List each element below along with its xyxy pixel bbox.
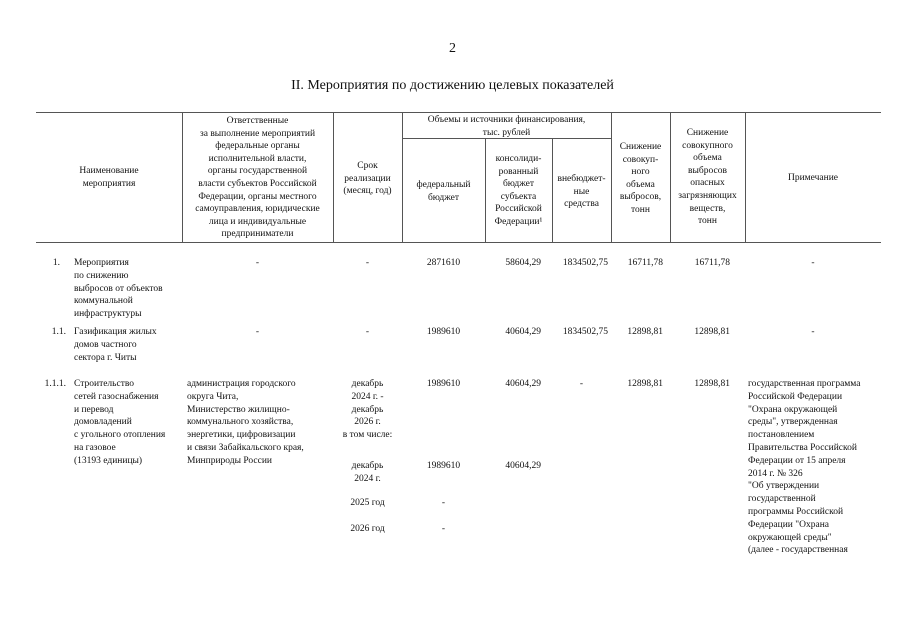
row-federal: 1989610 — [426, 327, 461, 337]
row-name: Строительство сетей газоснабжения и перевод домовладений с угольного отопления на газовое (13193 единицы) — [74, 379, 166, 466]
row-reduction-hazard: 12898,81 — [694, 379, 730, 389]
row-reduction-hazard: 12898,81 — [694, 327, 730, 337]
row-term: декабрь 2024 г. - декабрь 2026 г. в том числе: — [342, 379, 393, 441]
row-federal: 2871610 — [426, 258, 461, 268]
subrow-consolidated: 40604,29 — [505, 461, 541, 471]
row-name: Мероприятия по снижению выбросов от объектов коммунальной инфраструктуры — [74, 258, 163, 320]
header-term: Срок реализации (месяц, год) — [343, 161, 392, 197]
subrow-term: декабрь 2024 г. — [351, 461, 384, 484]
row-responsible: - — [255, 327, 260, 337]
row-term: - — [365, 258, 370, 268]
row-extrabudget: 1834502,75 — [562, 327, 608, 337]
subrow-term: 2026 год — [350, 524, 385, 534]
subrow-federal: - — [441, 498, 446, 508]
row-number: 1. — [52, 258, 60, 268]
row-note: - — [811, 327, 815, 337]
header-federal: федеральный бюджет — [416, 180, 471, 203]
subrow-term: 2025 год — [350, 498, 385, 508]
row-term: - — [365, 327, 370, 337]
row-reduction: 16711,78 — [627, 258, 663, 268]
subrow-federal: 1989610 — [426, 461, 461, 471]
header-responsible: Ответственные за выполнение мероприятий федеральные органы исполнительной власти, органы государственной власти субъектов Российской Федерации, органы местного самоуправления, юридические лица и индивидуальные предприниматели — [195, 116, 320, 240]
page-number: 2 — [449, 41, 456, 56]
row-extrabudget: 1834502,75 — [562, 258, 608, 268]
subrow-federal: - — [441, 524, 446, 534]
header-extrabudget: внебюджет- ные средства — [557, 174, 606, 210]
header-reduction-hazard: Снижение совокупного объема выбросов опасных загрязняющих веществ, тонн — [678, 128, 737, 227]
row-number: 1.1. — [51, 327, 66, 337]
row-reduction-hazard: 16711,78 — [694, 258, 730, 268]
row-note: - — [811, 258, 815, 268]
header-name: Наименование мероприятия — [79, 166, 139, 189]
row-consolidated: 40604,29 — [505, 379, 541, 389]
section-title: II. Мероприятия по достижению целевых показателей — [291, 78, 614, 93]
row-reduction: 12898,81 — [627, 327, 663, 337]
header-note: Примечание — [787, 173, 839, 183]
row-reduction: 12898,81 — [627, 379, 663, 389]
row-extrabudget: - — [579, 379, 584, 389]
header-reduction: Снижение совокуп- ного объема выбросов, тонн — [619, 142, 662, 215]
row-name: Газификация жилых домов частного сектора г. Читы — [74, 327, 157, 363]
row-consolidated: 58604,29 — [505, 258, 541, 268]
row-responsible: администрация городского округа Чита, Министерство жилищно- коммунального хозяйства, энергетики, цифровизации и связи Забайкальского края, Минприроды России — [187, 379, 304, 466]
header-finance-group: Объемы и источники финансирования, тыс. рублей — [427, 115, 586, 138]
header-consolidated: консолиди- рованный бюджет субъекта Российской Федерации¹ — [494, 154, 543, 227]
row-consolidated: 40604,29 — [505, 327, 541, 337]
row-number: 1.1.1. — [44, 379, 66, 389]
row-responsible: - — [255, 258, 260, 268]
row-federal: 1989610 — [426, 379, 461, 389]
row-note: государственная программа Российской Федерации "Охрана окружающей среды", утвержденная постановлением Правительства Российской Федерации от 15 апреля 2014 г. № 326 "Об утверждении государственной программы Российской Федерации "Охрана окружающей среды" (далее - государственная — [748, 379, 861, 556]
